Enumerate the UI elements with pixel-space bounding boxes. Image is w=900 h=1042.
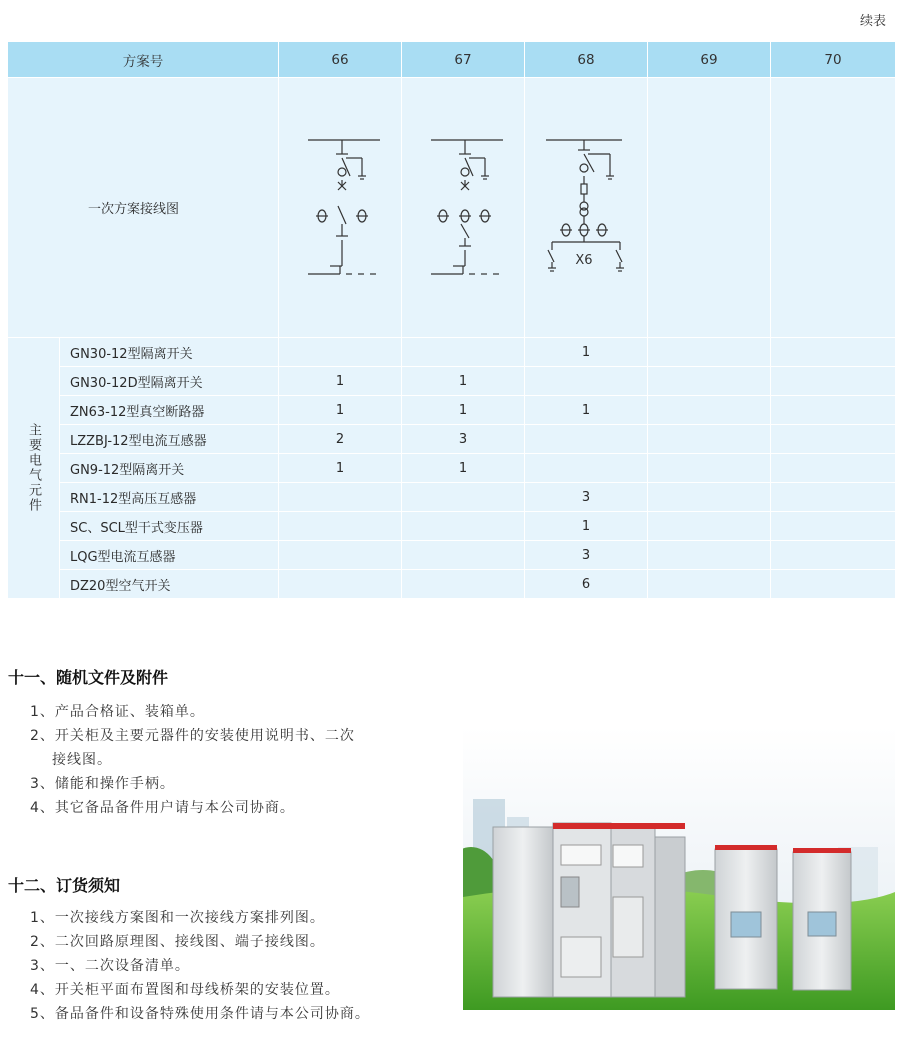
component-name: LQG型电流互感器 — [60, 541, 279, 570]
component-value — [648, 512, 771, 541]
component-value: 1 — [279, 367, 402, 396]
table-row — [8, 454, 896, 483]
component-value: 3 — [525, 541, 648, 570]
table-row — [8, 541, 896, 570]
group-label-cell — [8, 338, 60, 599]
component-value: 1 — [279, 454, 402, 483]
switchgear-product-photo — [463, 727, 895, 1010]
component-value — [771, 570, 896, 599]
list-item: 5、备品备件和设备特殊使用条件请与本公司协商。 — [30, 1006, 370, 1022]
component-value — [402, 338, 525, 367]
list-item: 1、一次接线方案图和一次接线方案排列图。 — [30, 910, 325, 926]
table-row — [8, 483, 896, 512]
component-name: GN9-12型隔离开关 — [60, 454, 279, 483]
scheme-69-header: 69 — [648, 42, 771, 78]
component-value — [402, 570, 525, 599]
component-value: 3 — [402, 425, 525, 454]
continued-label: 续表 — [859, 14, 886, 29]
component-value — [279, 483, 402, 512]
component-value — [648, 425, 771, 454]
component-value: 1 — [402, 367, 525, 396]
component-value: 1 — [525, 512, 648, 541]
scheme-67-header: 67 — [402, 42, 525, 78]
component-value — [771, 454, 896, 483]
list-item: 3、储能和操作手柄。 — [30, 776, 175, 792]
component-value — [771, 541, 896, 570]
table-row — [8, 367, 896, 396]
list-item: 4、开关柜平面布置图和母线桥架的安装位置。 — [30, 982, 340, 998]
section-11-title: 十一、随机文件及附件 — [8, 668, 169, 687]
component-value: 1 — [402, 396, 525, 425]
section-11-list — [30, 700, 355, 820]
component-value — [402, 483, 525, 512]
component-name: GN30-12D型隔离开关 — [60, 367, 279, 396]
component-value — [771, 425, 896, 454]
component-value: 2 — [279, 425, 402, 454]
component-name: LZZBJ-12型电流互感器 — [60, 425, 279, 454]
diagram-row — [8, 78, 896, 338]
diagram-row-label: 一次方案接线图 — [8, 78, 279, 338]
section-12-list — [30, 906, 370, 1026]
x6-label: X6 — [575, 252, 593, 268]
component-value — [771, 396, 896, 425]
list-item: 2、开关柜及主要元器件的安装使用说明书、二次 接线图。 — [30, 728, 355, 768]
component-value — [525, 425, 648, 454]
component-value — [648, 338, 771, 367]
component-value — [648, 541, 771, 570]
group-label: 主要电气元件 — [26, 423, 41, 513]
wiring-diagram-67 — [413, 128, 513, 288]
list-item: 2、二次回路原理图、接线图、端子接线图。 — [30, 934, 325, 950]
component-value: 1 — [402, 454, 525, 483]
component-value — [648, 483, 771, 512]
component-value — [525, 454, 648, 483]
component-value: 1 — [525, 396, 648, 425]
component-value: 1 — [279, 396, 402, 425]
diagram-67 — [402, 78, 525, 338]
component-value — [279, 512, 402, 541]
component-value — [525, 367, 648, 396]
component-name: SC、SCL型干式变压器 — [60, 512, 279, 541]
component-value — [279, 338, 402, 367]
component-value — [771, 483, 896, 512]
component-value — [402, 512, 525, 541]
component-value — [771, 367, 896, 396]
table-row — [8, 512, 896, 541]
table-row — [8, 570, 896, 599]
wiring-diagram-66 — [290, 128, 390, 288]
table-row — [8, 425, 896, 454]
table-row — [8, 338, 896, 367]
diagram-69 — [648, 78, 771, 338]
component-name: RN1-12型高压互感器 — [60, 483, 279, 512]
scheme-70-header: 70 — [771, 42, 896, 78]
scheme-66-header: 66 — [279, 42, 402, 78]
list-item: 3、一、二次设备清单。 — [30, 958, 190, 974]
component-value — [402, 541, 525, 570]
component-value — [648, 570, 771, 599]
component-value — [648, 454, 771, 483]
diagram-70 — [771, 78, 896, 338]
component-value: 1 — [525, 338, 648, 367]
component-value — [648, 396, 771, 425]
table-row — [8, 396, 896, 425]
diagram-66 — [279, 78, 402, 338]
component-value — [279, 570, 402, 599]
component-name: ZN63-12型真空断路器 — [60, 396, 279, 425]
table-header-row — [8, 42, 896, 78]
scheme-table — [7, 41, 896, 599]
component-value — [279, 541, 402, 570]
component-value — [648, 367, 771, 396]
component-value: 3 — [525, 483, 648, 512]
component-value — [771, 338, 896, 367]
list-item: 1、产品合格证、装箱单。 — [30, 704, 205, 720]
scheme-68-header: 68 — [525, 42, 648, 78]
component-name: GN30-12型隔离开关 — [60, 338, 279, 367]
component-name: DZ20型空气开关 — [60, 570, 279, 599]
scheme-no-header: 方案号 — [8, 42, 279, 78]
wiring-diagram-68 — [536, 128, 636, 288]
list-item: 4、其它备品备件用户请与本公司协商。 — [30, 800, 295, 816]
diagram-68 — [525, 78, 648, 338]
section-12-title: 十二、订货须知 — [8, 876, 121, 895]
component-value: 6 — [525, 570, 648, 599]
component-value — [771, 512, 896, 541]
